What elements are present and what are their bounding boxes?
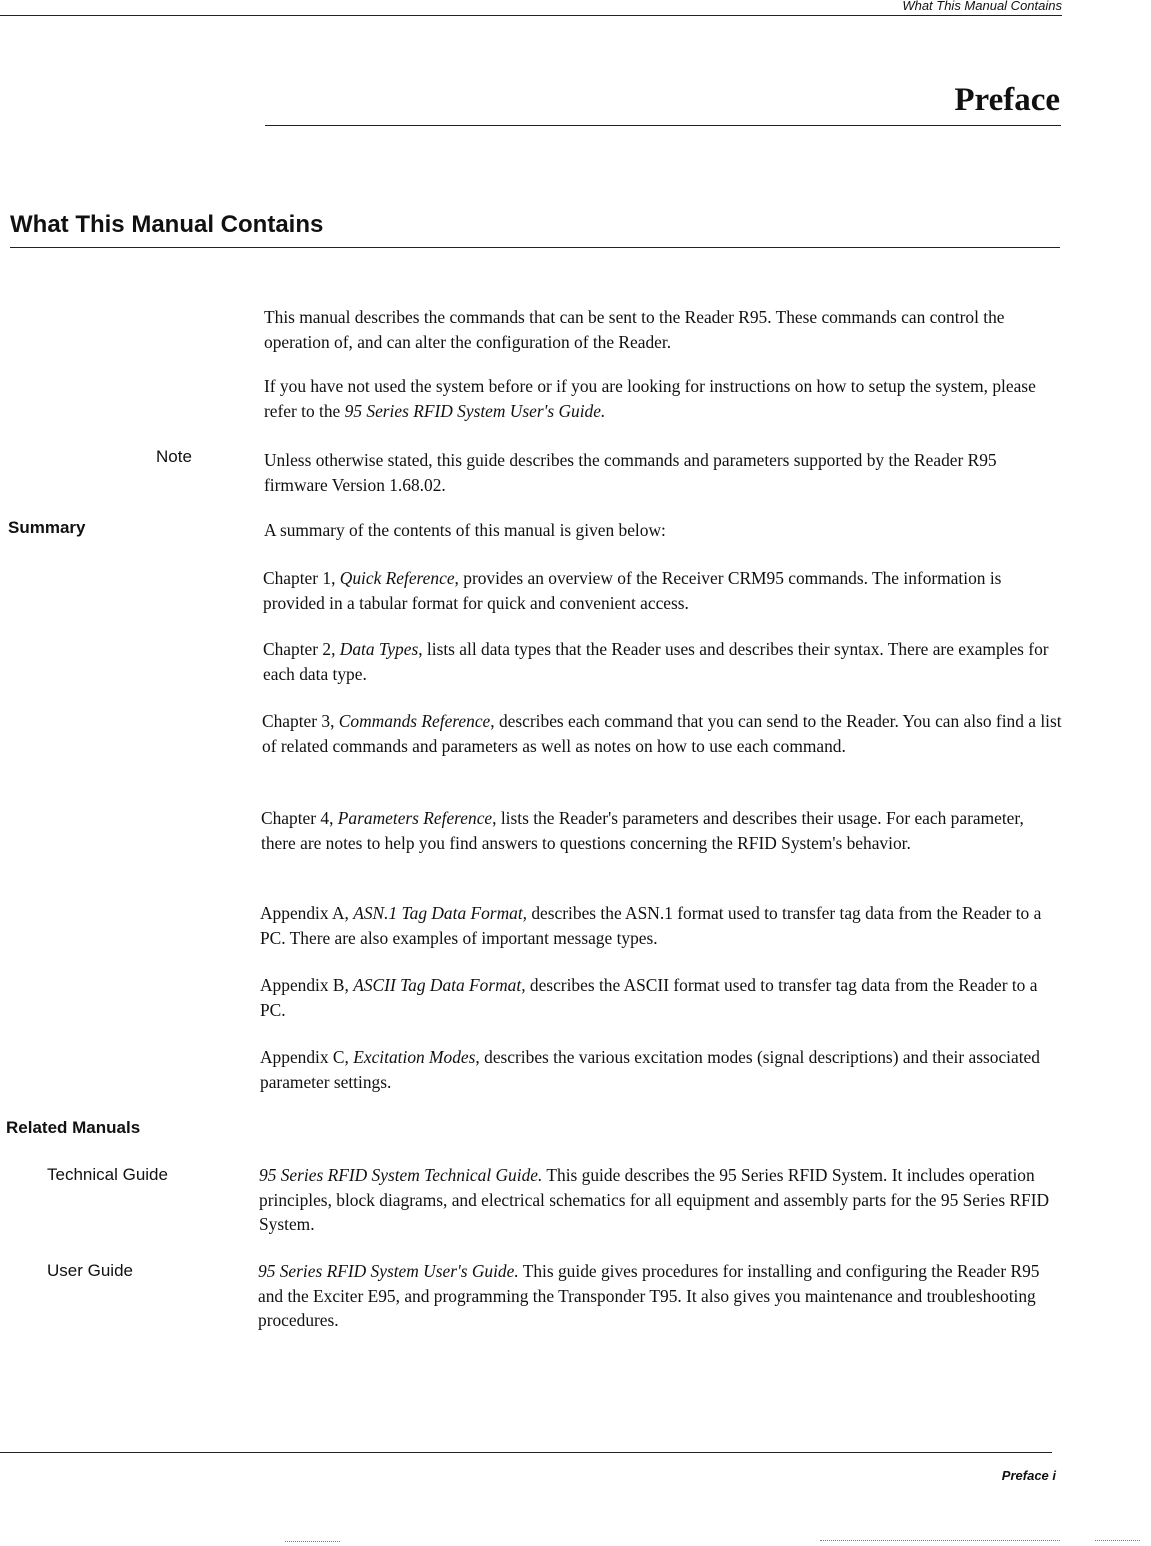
summary-item-title: Excitation Modes xyxy=(353,1047,476,1067)
scan-artifact xyxy=(1095,1540,1140,1542)
scan-artifact xyxy=(285,1541,340,1543)
summary-item-title: Data Types xyxy=(339,639,419,659)
summary-item-prefix: Appendix B, xyxy=(260,975,354,995)
summary-item-prefix: Chapter 1, xyxy=(263,568,340,588)
summary-item-prefix: Chapter 4, xyxy=(261,808,338,828)
summary-item-title: ASCII Tag Data Format, xyxy=(353,975,526,995)
summary-item-title: ASN.1 Tag Data Format, xyxy=(353,903,528,923)
summary-item-title: Commands Reference xyxy=(338,711,491,731)
title-rule xyxy=(265,125,1061,126)
summary-item-title: Quick Reference xyxy=(339,568,455,588)
summary-item-title: Parameters Reference xyxy=(337,808,493,828)
note-label: Note xyxy=(156,447,192,466)
summary-item-appendix-c xyxy=(260,1045,1060,1094)
summary-item-description: , describes each command that you can send to the Reader. You can also find a list of related commands and parameters as well as notes on how to use each command. xyxy=(262,711,1062,756)
summary-item-description: describes the ASCII format used to transfer tag data from the Reader to a PC. xyxy=(260,975,1038,1020)
scan-artifact xyxy=(820,1540,1060,1542)
summary-item-description: , describes the various excitation modes (signal descriptions) and their associated parameter settings. xyxy=(260,1047,1040,1092)
summary-item-chapter-1 xyxy=(263,566,1063,615)
summary-item-prefix: Appendix C, xyxy=(260,1047,354,1067)
summary-lead: A summary of the contents of this manual is given below: xyxy=(264,520,666,540)
user-guide-text: This guide gives procedures for installing and configuring the Reader R95 and the Exciter E95, and programming the Transponder T95. It also gives you maintenance and troubleshooting procedures. xyxy=(258,1261,1040,1330)
intro-paragraph-2 xyxy=(264,374,1064,423)
footer-page-label: Preface i xyxy=(1001,1468,1056,1483)
section-heading: What This Manual Contains xyxy=(10,211,324,238)
technical-guide-title: 95 Series RFID System Technical Guide. xyxy=(259,1165,543,1185)
summary-item-prefix: Chapter 2, xyxy=(263,639,340,659)
technical-guide-description xyxy=(259,1163,1059,1237)
technical-guide-text: This guide describes the 95 Series RFID System. It includes operation principles, block diagrams, and electrical schematics for all equipment and assembly parts for the 95 Series RFID System. xyxy=(259,1165,1050,1234)
intro-paragraph-1: This manual describes the commands that can be sent to the Reader R95. These commands can control the operation of, and can alter the configuration of the Reader. xyxy=(264,307,1005,352)
page-title: Preface xyxy=(954,82,1060,118)
summary-item-appendix-a xyxy=(260,901,1060,950)
top-rule xyxy=(0,15,1062,16)
summary-item-description: , lists all data types that the Reader uses and describes their syntax. There are examples for each data type. xyxy=(263,639,1049,684)
summary-item-prefix: Appendix A, xyxy=(260,903,354,923)
section-rule xyxy=(10,247,1060,248)
intro-paragraph-2-text: If you have not used the system before or if you are looking for instructions on how to setup the system, please refer to the xyxy=(264,376,1036,421)
footer-rule xyxy=(0,1452,1052,1453)
summary-item-description: describes the ASN.1 format used to transfer tag data from the Reader to a PC. There are also examples of important message types. xyxy=(260,903,1042,948)
summary-item-chapter-4 xyxy=(261,806,1061,855)
user-guide-description xyxy=(258,1259,1058,1333)
summary-item-description: , provides an overview of the Receiver CRM95 commands. The information is provided in a tabular format for quick and convenient access. xyxy=(263,568,1002,613)
summary-item-prefix: Chapter 3, xyxy=(262,711,339,731)
related-manuals-label: Related Manuals xyxy=(6,1118,141,1137)
summary-item-chapter-2 xyxy=(263,637,1063,686)
running-head: What This Manual Contains xyxy=(902,0,1062,13)
technical-guide-label: Technical Guide xyxy=(47,1165,168,1184)
summary-item-description: , lists the Reader's parameters and describes their usage. For each parameter, there are notes to help you find answers to questions concerning the RFID System's behavior. xyxy=(261,808,1024,853)
summary-item-appendix-b xyxy=(260,973,1060,1022)
users-guide-reference: 95 Series RFID System User's Guide. xyxy=(344,400,606,421)
user-guide-title: 95 Series RFID System User's Guide. xyxy=(258,1261,519,1281)
summary-item-chapter-3 xyxy=(262,709,1062,758)
note-text: Unless otherwise stated, this guide describes the commands and parameters supported by the Reader R95 firmware Version 1.68.02. xyxy=(264,450,997,495)
user-guide-label: User Guide xyxy=(47,1261,133,1280)
summary-label: Summary xyxy=(8,518,86,537)
